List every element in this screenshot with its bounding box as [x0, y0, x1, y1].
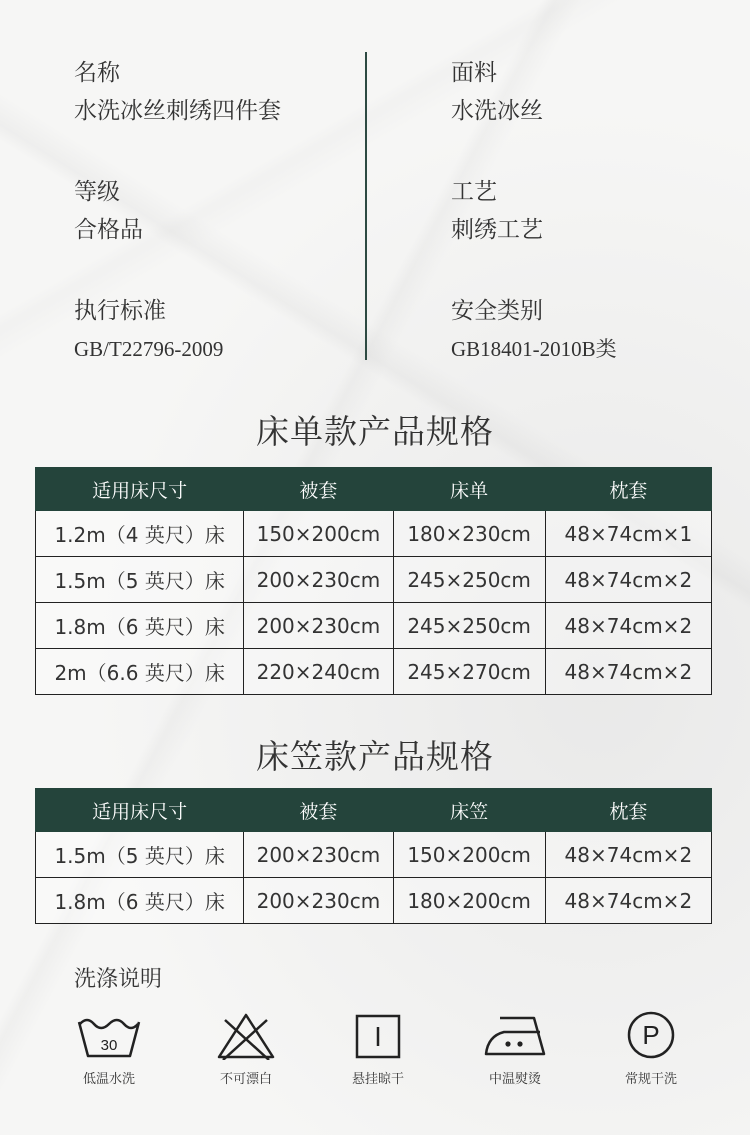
- cell-bed-size: 1.2m（4 英尺）床: [36, 511, 244, 557]
- info-safety: [451, 296, 617, 364]
- table-header-row: [36, 468, 712, 511]
- cell-bed-size: 2m（6.6 英尺）床: [36, 649, 244, 695]
- cell-sheet: 245×250cm: [393, 603, 545, 649]
- cell-pillowcase: 48×74cm×1: [545, 511, 711, 557]
- header-sheet: 床单: [393, 468, 545, 511]
- cell-bed-size: 1.8m（6 英尺）床: [36, 603, 244, 649]
- cell-duvet: 150×200cm: [244, 511, 393, 557]
- table-row: [36, 832, 712, 878]
- cell-duvet: 200×230cm: [244, 603, 393, 649]
- dry-clean-letter: P: [642, 1020, 660, 1050]
- fitted-spec-title: 床笠款产品规格: [256, 737, 494, 776]
- wash-label: 常规干洗: [624, 1072, 677, 1087]
- info-fabric: [451, 58, 543, 126]
- table-row: [36, 649, 712, 695]
- table-row: [36, 557, 712, 603]
- fabric-value: 水洗冰丝: [451, 98, 543, 124]
- cell-duvet: 200×230cm: [244, 557, 393, 603]
- table-row: [36, 878, 712, 924]
- no-bleach-icon: [213, 1010, 279, 1060]
- process-value: 刺绣工艺: [451, 217, 543, 243]
- safety-label: 安全类别: [451, 298, 543, 324]
- grade-value: 合格品: [74, 217, 143, 243]
- washing-title: 洗涤说明: [74, 967, 163, 992]
- wash-label: 中温熨烫: [488, 1072, 541, 1087]
- cell-sheet: 180×230cm: [393, 511, 545, 557]
- fabric-label: 面料: [451, 60, 497, 86]
- safety-value: GB18401-2010B类: [451, 337, 617, 361]
- cell-pillowcase: 48×74cm×2: [545, 557, 711, 603]
- wash-item-dry-clean: [591, 1010, 711, 1087]
- info-process: [451, 177, 543, 245]
- sheet-spec-title: 床单款产品规格: [256, 412, 494, 451]
- header-pillowcase: 枕套: [545, 468, 711, 511]
- header-pillowcase: 枕套: [545, 789, 711, 832]
- wash-item-no-bleach: [186, 1010, 306, 1087]
- cell-pillowcase: 48×74cm×2: [545, 649, 711, 695]
- info-grade: [74, 177, 143, 245]
- sheet-spec-table: [35, 467, 712, 695]
- cell-duvet: 200×230cm: [244, 832, 393, 878]
- wash-label: 低温水洗: [82, 1072, 135, 1087]
- header-duvet: 被套: [244, 468, 393, 511]
- header-duvet: 被套: [244, 789, 393, 832]
- hang-dry-icon: [345, 1010, 411, 1060]
- cell-fitted-sheet: 150×200cm: [393, 832, 545, 878]
- info-divider: [365, 52, 367, 360]
- standard-value: GB/T22796-2009: [74, 337, 224, 361]
- name-value: 水洗冰丝刺绣四件套: [74, 98, 281, 124]
- info-standard: [74, 296, 223, 364]
- table-header-row: [36, 789, 712, 832]
- cell-duvet: 200×230cm: [244, 878, 393, 924]
- standard-label: 执行标准: [74, 298, 166, 324]
- wash-item-low-temp: [49, 1010, 169, 1087]
- wash-temp-number: 30: [100, 1037, 118, 1054]
- header-fitted-sheet: 床笠: [393, 789, 545, 832]
- wash-30-icon: [76, 1010, 142, 1060]
- cell-sheet: 245×270cm: [393, 649, 545, 695]
- fitted-spec-table: [35, 788, 712, 924]
- name-label: 名称: [74, 60, 120, 86]
- table-row: [36, 603, 712, 649]
- wash-label: 悬挂晾干: [351, 1072, 404, 1087]
- cell-bed-size: 1.8m（6 英尺）床: [36, 878, 244, 924]
- header-bed-size: 适用床尺寸: [36, 789, 244, 832]
- wash-item-medium-iron: [455, 1010, 575, 1087]
- cell-duvet: 220×240cm: [244, 649, 393, 695]
- process-label: 工艺: [451, 179, 497, 205]
- product-info: [0, 0, 750, 370]
- iron-medium-icon: [482, 1010, 548, 1060]
- wash-item-hang-dry: [318, 1010, 438, 1087]
- table-row: [36, 511, 712, 557]
- cell-bed-size: 1.5m（5 英尺）床: [36, 557, 244, 603]
- info-name: [74, 58, 281, 126]
- cell-pillowcase: 48×74cm×2: [545, 603, 711, 649]
- cell-bed-size: 1.5m（5 英尺）床: [36, 832, 244, 878]
- cell-sheet: 245×250cm: [393, 557, 545, 603]
- cell-pillowcase: 48×74cm×2: [545, 832, 711, 878]
- grade-label: 等级: [74, 179, 120, 205]
- dry-clean-p-icon: [618, 1010, 684, 1060]
- cell-pillowcase: 48×74cm×2: [545, 878, 711, 924]
- header-bed-size: 适用床尺寸: [36, 468, 244, 511]
- wash-label: 不可漂白: [219, 1072, 272, 1087]
- cell-fitted-sheet: 180×200cm: [393, 878, 545, 924]
